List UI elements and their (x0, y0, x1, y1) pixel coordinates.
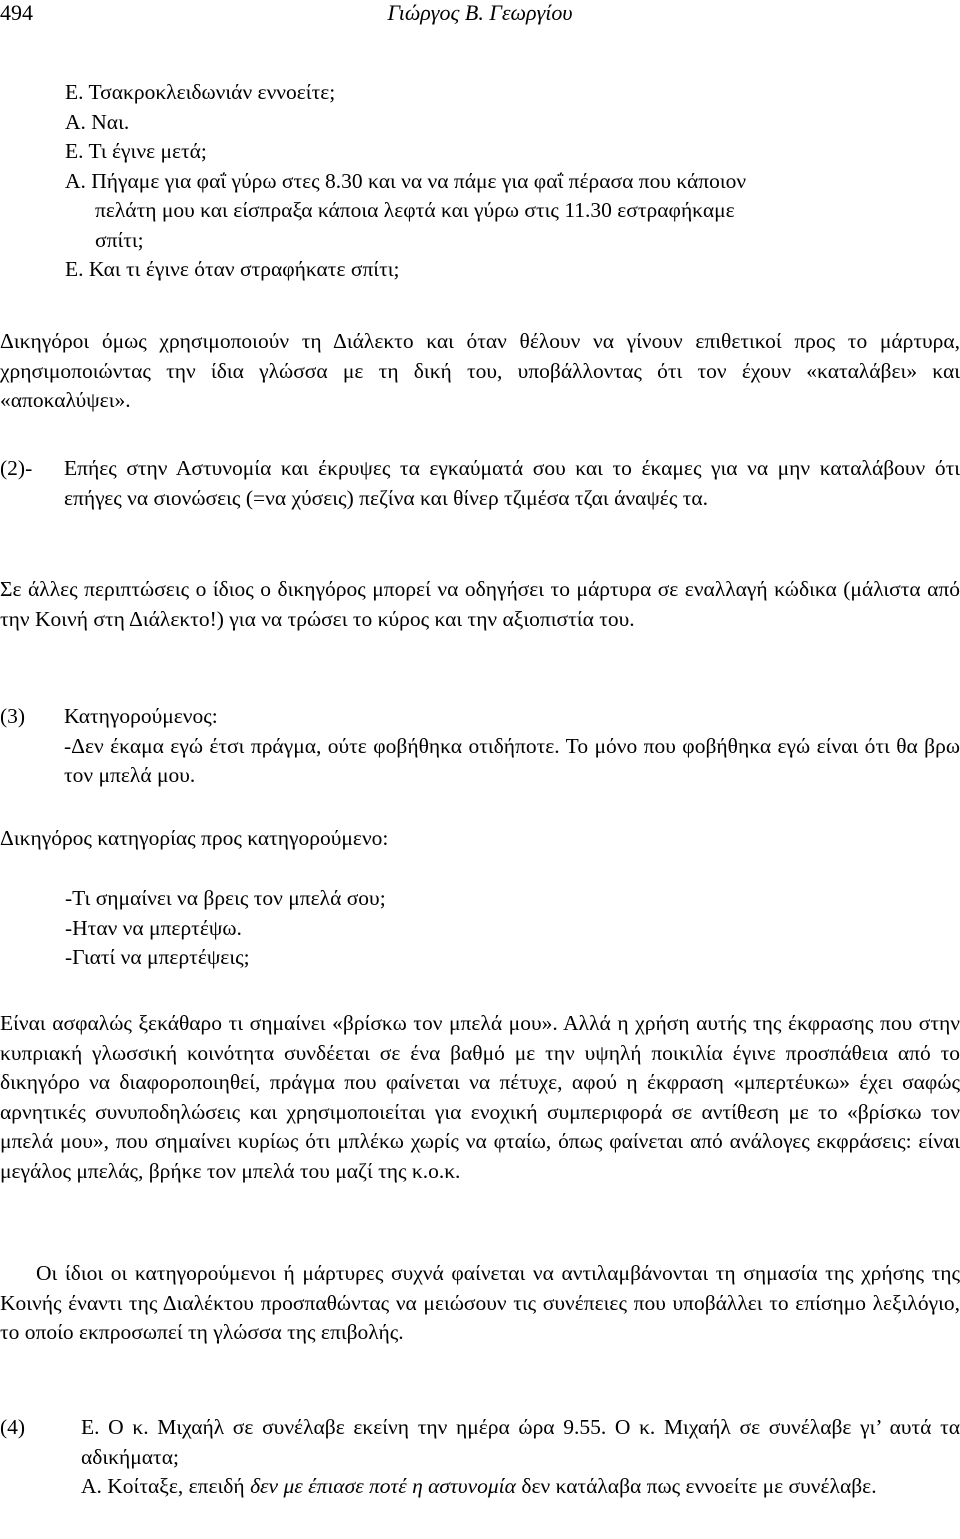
body-paragraph: Σε άλλες περιπτώσεις ο ίδιος ο δικηγόρος μπορεί να οδηγήσει το μάρτυρα σε εναλλαγή κώδικα (μάλιστα από την Κοινή στη Διάλεκτο!) για να τρώσει το κύρος και την αξιοπιστία του. (0, 577, 960, 631)
body-paragraph: Οι ίδιοι οι κατηγορούμενοι ή μάρτυρες συχνά φαίνεται να αντιλαμβάνονται τη σημασία της χρήσης της Κοινής έναντι της Διαλέκτου προσπαθώντας να μειώσουν τις συνέπειες που υποβάλλει το επίσημο λεξιλόγιο, το οποίο εκπροσωπεί τη γλώσσα της επιβολής. (0, 1261, 960, 1344)
dialogue-line: -Ηταν να μπερτέψω. (65, 915, 242, 940)
dialogue-line: Ε. Τσακροκλειδωνιάν εννοείτε; (65, 80, 336, 104)
dialogue-line: σπίτι; (95, 227, 144, 252)
dialogue-block (65, 884, 960, 973)
speaker-heading: Δικηγόρος κατηγορίας προς κατηγορούμενο: (0, 826, 389, 850)
body-paragraph: Είναι ασφαλώς ξεκάθαρο τι σημαίνει «βρίσκω τον μπελά μου». Αλλά η χρήση αυτής της έκφρασης που στην κυπριακή γλωσσική κοινότητα συνδέεται σε ένα βαθμό με την υψηλή ποικιλία έγινε προσπάθεια από το δικηγόρο να διαφοροποιηθεί, πράγμα που φαίνεται να πέτυχε, αφού η έκφραση «μπερτέυκω» έχει σαφώς αρνητικές συνυποδηλώσεις και χρησιμοποιείται για ενοχική συμπεριφορά σε αντίθεση με το «βρίσκω τον μπελά μου», που σημαίνει κυρίως ότι μπλέκω χωρίς να φταίω, όπως φαίνεται από ανάλογες εκφράσεις: είναι μεγάλος μπελάς, βρήκε τον μπελά του μαζί της κ.ο.κ. (0, 1011, 960, 1183)
running-title: Γιώργος Β. Γεωργίου (387, 0, 573, 25)
example-number: (3) (0, 704, 26, 728)
dialogue-line: Ε. Τι έγινε μετά; (65, 139, 207, 163)
dialogue-line: -Τι σημαίνει να βρεις τον μπελά σου; (65, 886, 386, 910)
dialogue-line: Α. Ναι. (65, 109, 130, 134)
dialogue-block (65, 78, 960, 285)
example-text (81, 1472, 960, 1502)
body-paragraph: Δικηγόροι όμως χρησιμοποιούν τη Διάλεκτο και όταν θέλουν να γίνουν επιθετικοί προς το μάρτυρα, χρησιμοποιώντας την ίδια γλώσσα με τη δική του, υποβάλλοντας ότι τον έχουν «καταλάβει» και «αποκαλύψει». (0, 329, 960, 412)
example-number: (2)- (0, 456, 33, 480)
example-text: Ε. Ο κ. Μιχαήλ σε συνέλαβε εκείνη την ημέρα ώρα 9.55. Ο κ. Μιχαήλ σε συνέλαβε γι’ αυτά τα αδικήματα; (81, 1415, 960, 1469)
answer-text: Α. Κοίταξε, επειδή (81, 1474, 251, 1498)
page-number: 494 (0, 0, 33, 25)
example-number: (4) (0, 1415, 26, 1439)
dialogue-line: Α. Πήγαμε για φαΐ γύρω στες 8.30 και να να πάμε για φαΐ πέρασα που κάποιον (65, 168, 747, 193)
italic-phrase: δεν με έπιασε ποτέ η αστυνομία (250, 1474, 516, 1498)
dialogue-line: Ε. Και τι έγινε όταν στραφήκατε σπίτι; (65, 257, 400, 281)
dialogue-line: πελάτη μου και είσπραξα κάποια λεφτά και γύρω στις 11.30 εστραφήκαμε (95, 198, 735, 222)
example-3 (0, 702, 960, 791)
example-text: -Δεν έκαμα εγώ έτσι πράγμα, ούτε φοβήθηκα οτιδήποτε. Το μόνο που φοβήθηκα εγώ είναι ότι θα βρω τον μπελά μου. (64, 733, 960, 787)
example-text: Επήες στην Αστυνομία και έκρυψες τα εγκαύματά σου και το έκαμες για να μην καταλάβουν ότι επήγες να σιονώσεις (=να χύσεις) πεζίνα και θίνερ τζιμέσα τζαι άναψές τα. (64, 456, 960, 510)
speaker-label: Κατηγορούμενος: (64, 704, 218, 728)
example-4 (0, 1413, 960, 1502)
answer-text-end: δεν κατάλαβα πως εννοείτε με συνέλαβε. (515, 1474, 877, 1498)
dialogue-line: -Γιατί να μπερτέψεις; (65, 945, 250, 969)
example-2 (0, 454, 960, 513)
